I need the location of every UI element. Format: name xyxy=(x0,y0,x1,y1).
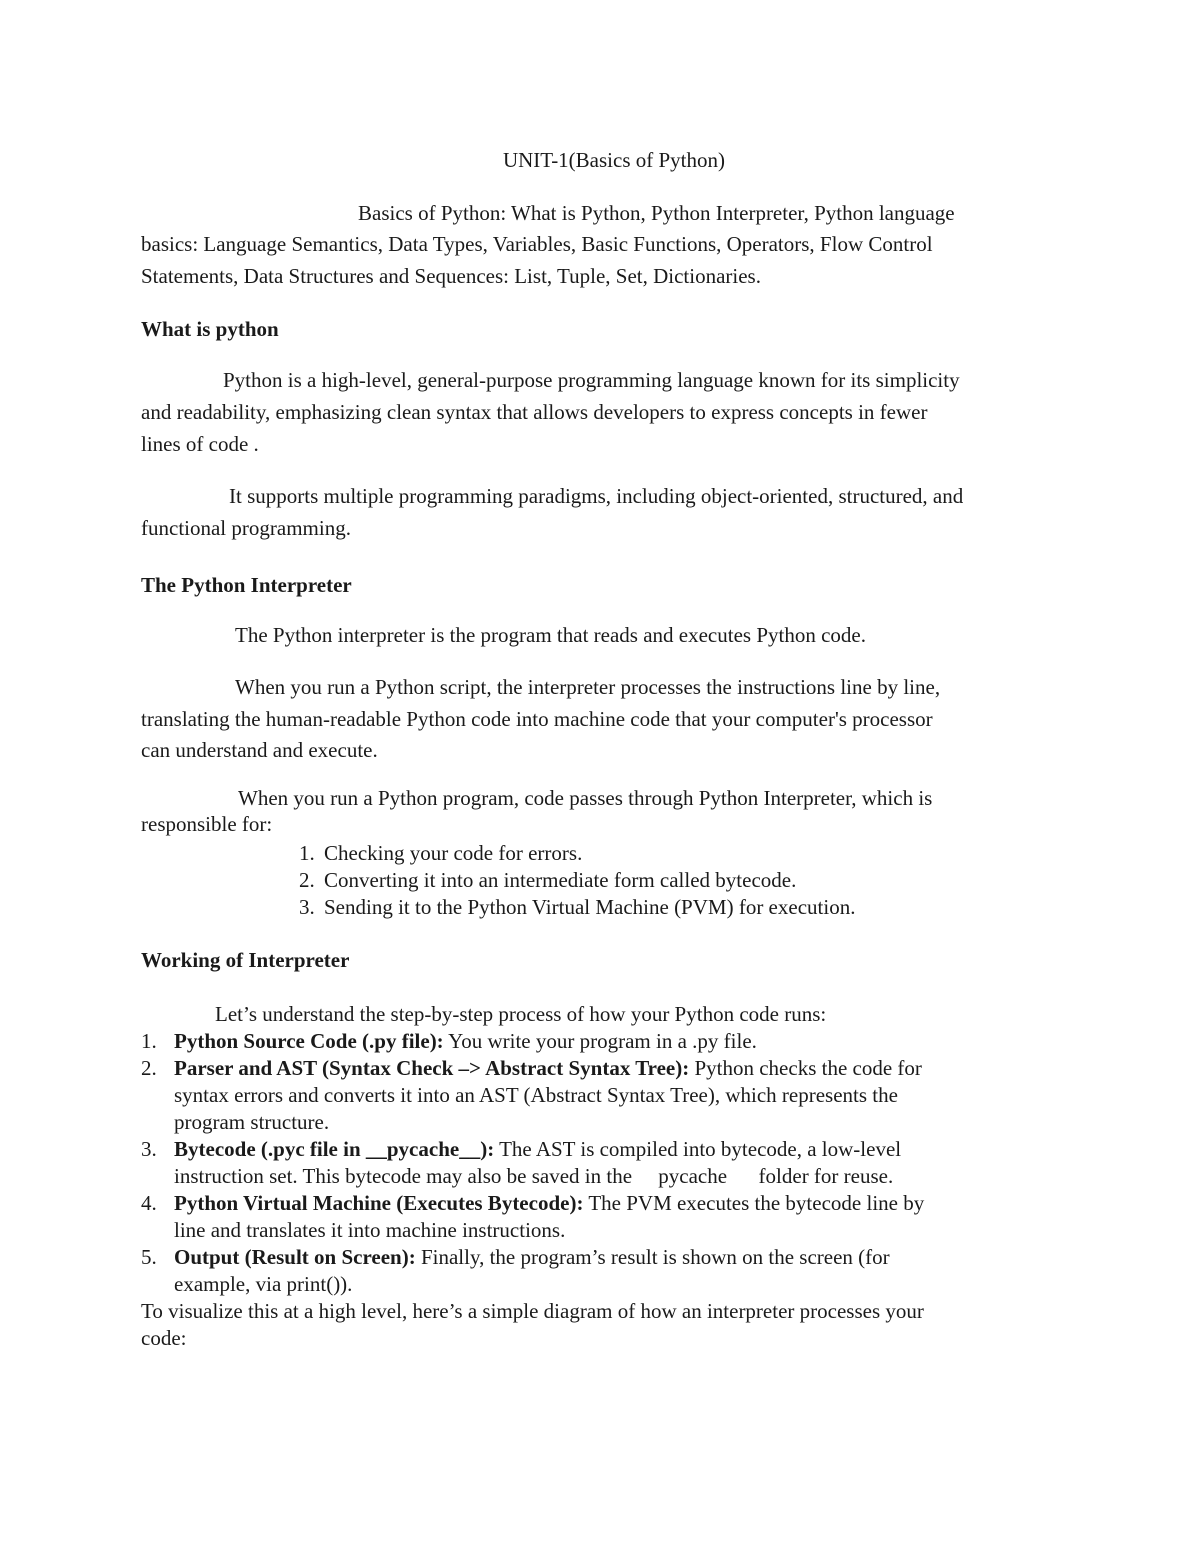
step-1-title: Python Source Code (.py file): xyxy=(174,1029,444,1053)
step-1-line-1 xyxy=(174,1028,757,1054)
step-5-text: Finally, the program’s result is shown on the screen (for xyxy=(415,1245,890,1269)
python-paragraph-1-line-3: lines of code . xyxy=(141,432,259,456)
step-3-text: The AST is compiled into bytecode, a low-level xyxy=(494,1137,902,1161)
step-2-title: Parser and AST (Syntax Check –> Abstract Syntax Tree): xyxy=(174,1056,690,1080)
interpreter-paragraph-2-line-3: can understand and execute. xyxy=(141,738,378,762)
python-paragraph-1-line-1: Python is a high-level, general-purpose programming language known for its simplicity xyxy=(223,368,960,392)
step-2-line-2: syntax errors and converts it into an AST (Abstract Syntax Tree), which represents the xyxy=(174,1083,898,1107)
list-item-number: 2. xyxy=(299,868,315,892)
list-item: Converting it into an intermediate form called bytecode. xyxy=(324,868,797,892)
step-5-line-2: example, via print()). xyxy=(174,1272,353,1296)
step-5-title: Output (Result on Screen): xyxy=(174,1245,416,1269)
step-2-line-3: program structure. xyxy=(174,1110,330,1134)
step-3-title: Bytecode (.pyc file in __pycache__): xyxy=(174,1137,495,1161)
syllabus-line-3: Statements, Data Structures and Sequences: List, Tuple, Set, Dictionaries. xyxy=(141,264,761,288)
step-3-line-1 xyxy=(174,1136,901,1162)
working-intro: Let’s understand the step-by-step process of how your Python code runs: xyxy=(215,1002,827,1026)
working-outro-line-2: code: xyxy=(141,1326,187,1350)
step-4-line-2: line and translates it into machine instructions. xyxy=(174,1218,566,1242)
interpreter-paragraph-1: The Python interpreter is the program that reads and executes Python code. xyxy=(235,623,866,647)
list-item-number: 1. xyxy=(299,841,315,865)
step-1-text: You write your program in a .py file. xyxy=(443,1029,757,1053)
syllabus-line-1: Basics of Python: What is Python, Python Interpreter, Python language xyxy=(358,201,955,225)
step-2-line-1 xyxy=(174,1055,922,1081)
step-number: 5. xyxy=(141,1245,157,1269)
step-5-line-1 xyxy=(174,1244,890,1270)
page-title: UNIT-1(Basics of Python) xyxy=(502,148,726,172)
step-number: 2. xyxy=(141,1056,157,1080)
list-item-number: 3. xyxy=(299,895,315,919)
interpreter-paragraph-2-line-2: translating the human-readable Python code into machine code that your computer's processor xyxy=(141,707,933,731)
working-outro-line-1: To visualize this at a high level, here’s a simple diagram of how an interpreter processes your xyxy=(141,1299,924,1323)
section-heading-what-is-python: What is python xyxy=(141,317,279,341)
step-number: 3. xyxy=(141,1137,157,1161)
step-number: 1. xyxy=(141,1029,157,1053)
step-2-text: Python checks the code for xyxy=(689,1056,922,1080)
python-paragraph-2-line-1: It supports multiple programming paradigms, including object-oriented, structured, and xyxy=(229,484,964,508)
section-heading-working: Working of Interpreter xyxy=(141,948,350,972)
interpreter-paragraph-2-line-1: When you run a Python script, the interpreter processes the instructions line by line, xyxy=(235,675,941,699)
python-paragraph-2-line-2: functional programming. xyxy=(141,516,351,540)
interpreter-paragraph-3-line-1: When you run a Python program, code passes through Python Interpreter, which is xyxy=(238,786,933,810)
step-number: 4. xyxy=(141,1191,157,1215)
syllabus-line-2: basics: Language Semantics, Data Types, Variables, Basic Functions, Operators, Flow Control xyxy=(141,232,933,256)
python-paragraph-1-line-2: and readability, emphasizing clean syntax that allows developers to express concepts in fewer xyxy=(141,400,928,424)
step-4-text: The PVM executes the bytecode line by xyxy=(583,1191,925,1215)
step-3-line-2: instruction set. This bytecode may also be saved in the pycache folder for reuse. xyxy=(174,1164,894,1188)
list-item: Sending it to the Python Virtual Machine (PVM) for execution. xyxy=(324,895,856,919)
section-heading-interpreter: The Python Interpreter xyxy=(141,573,352,597)
interpreter-paragraph-3-line-2: responsible for: xyxy=(141,812,273,836)
list-item: Checking your code for errors. xyxy=(324,841,583,865)
step-4-line-1 xyxy=(174,1190,924,1216)
step-4-title: Python Virtual Machine (Executes Bytecode): xyxy=(174,1191,584,1215)
